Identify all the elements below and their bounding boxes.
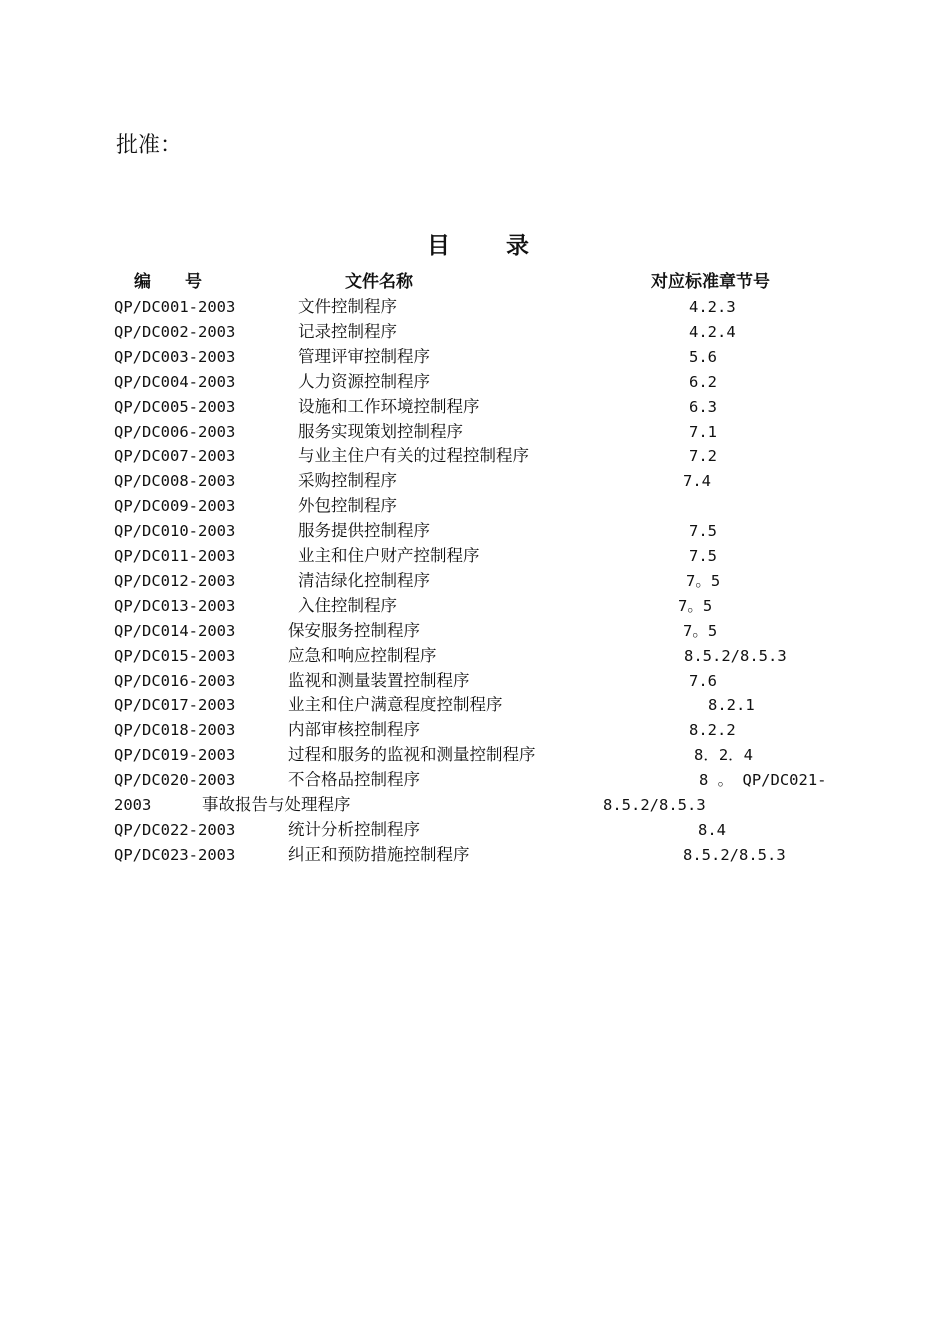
doc-code: QP/DC018-2003 (114, 721, 236, 740)
toc-row (0, 619, 950, 644)
standard-section: 7.5 (689, 547, 717, 565)
header-section: 对应标准章节号 (651, 272, 770, 292)
standard-section: 8.5.2/8.5.3 (684, 646, 787, 665)
standard-section: 8.5.2/8.5.3 (603, 796, 706, 814)
doc-code: QP/DC001-2003 (114, 298, 236, 316)
standard-section: 7.2 (689, 447, 717, 466)
doc-name: 清洁绿化控制程序 (298, 570, 430, 590)
doc-code: QP/DC019-2003 (114, 746, 236, 765)
doc-name: 统计分析控制程序 (288, 819, 420, 839)
doc-name: 业主和住户财产控制程序 (298, 546, 480, 565)
toc-row (0, 494, 950, 519)
approval-label: 批准： (116, 133, 183, 158)
doc-name: 文件控制程序 (298, 297, 397, 316)
doc-code: QP/DC020-2003 (114, 771, 236, 790)
toc-row (0, 469, 950, 494)
header-number: 编 号 (134, 272, 202, 292)
toc-title (427, 230, 529, 262)
toc-row (0, 693, 950, 718)
standard-section: 7.5 (689, 522, 717, 541)
standard-section: 7。5 (683, 621, 718, 640)
standard-section: 6.2 (689, 372, 717, 391)
toc-row (0, 420, 950, 445)
standard-section: 8.5.2/8.5.3 (683, 845, 786, 864)
doc-code: QP/DC002-2003 (114, 322, 236, 341)
doc-name: 应急和响应控制程序 (288, 645, 437, 665)
doc-name: 不合格品控制程序 (288, 770, 420, 790)
doc-code: QP/DC009-2003 (114, 497, 236, 516)
toc-row (0, 644, 950, 669)
standard-section: 6.3 (689, 397, 717, 416)
toc-row (0, 768, 950, 793)
toc-row (0, 320, 950, 345)
doc-name: 业主和住户满意程度控制程序 (288, 695, 503, 715)
standard-section: 7。5 (678, 596, 713, 615)
toc-title-char-2: 录 (506, 233, 529, 259)
standard-section: 8.2.1 (708, 696, 755, 715)
doc-code: QP/DC013-2003 (114, 596, 236, 615)
doc-name: 人力资源控制程序 (298, 371, 430, 391)
toc-row (0, 544, 950, 569)
toc-row (0, 370, 950, 395)
doc-code: QP/DC004-2003 (114, 372, 236, 391)
doc-name: 保安服务控制程序 (288, 620, 420, 640)
doc-code: QP/DC011-2003 (114, 547, 236, 565)
doc-name: 设施和工作环境控制程序 (298, 396, 480, 416)
doc-name: 过程和服务的监视和测量控制程序 (288, 745, 536, 765)
doc-name: 外包控制程序 (298, 496, 397, 516)
doc-code: QP/DC008-2003 (114, 472, 236, 491)
toc-row (0, 345, 950, 370)
toc-row (0, 594, 950, 619)
doc-code: QP/DC015-2003 (114, 646, 236, 665)
doc-code: QP/DC003-2003 (114, 347, 236, 366)
standard-section: 5.6 (689, 347, 717, 366)
standard-section: 8.4 (698, 820, 726, 839)
doc-code: QP/DC016-2003 (114, 671, 236, 690)
doc-code: QP/DC017-2003 (114, 696, 236, 715)
doc-name: 入住控制程序 (298, 595, 397, 615)
standard-section: 7.1 (689, 422, 717, 441)
standard-section: 8 。 QP/DC021- (699, 771, 827, 790)
doc-code: QP/DC005-2003 (114, 397, 236, 416)
header-name: 文件名称 (345, 272, 413, 292)
doc-name: 服务提供控制程序 (298, 521, 430, 541)
doc-code: QP/DC023-2003 (114, 845, 236, 864)
doc-code: QP/DC007-2003 (114, 447, 236, 466)
standard-section: 8．2．4 (694, 746, 753, 765)
standard-section: 7.4 (683, 472, 711, 491)
doc-name: 监视和测量装置控制程序 (288, 670, 470, 690)
doc-code: QP/DC022-2003 (114, 820, 236, 839)
doc-name: 记录控制程序 (298, 321, 397, 341)
doc-name: 服务实现策划控制程序 (298, 421, 463, 441)
toc-row (0, 718, 950, 743)
doc-code: 2003 (114, 796, 152, 814)
toc-title-char-1: 目 (427, 233, 450, 259)
toc-row (0, 669, 950, 694)
toc-row (0, 395, 950, 420)
doc-name: 纠正和预防措施控制程序 (288, 844, 470, 864)
doc-code: QP/DC010-2003 (114, 522, 236, 541)
standard-section: 4.2.3 (689, 298, 736, 316)
toc-row (0, 444, 950, 469)
toc-row (0, 843, 950, 868)
doc-code: QP/DC014-2003 (114, 621, 236, 640)
toc-row (0, 569, 950, 594)
toc-row (0, 295, 950, 320)
doc-name: 内部审核控制程序 (288, 720, 420, 740)
standard-section: 4.2.4 (689, 322, 736, 341)
doc-name: 采购控制程序 (298, 471, 397, 491)
standard-section: 8.2.2 (689, 721, 736, 740)
doc-name: 管理评审控制程序 (298, 346, 430, 366)
doc-code: QP/DC012-2003 (114, 571, 236, 590)
doc-name: 事故报告与处理程序 (202, 795, 351, 814)
toc-row (0, 519, 950, 544)
standard-section: 7.6 (689, 671, 717, 690)
standard-section: 7。5 (686, 571, 721, 590)
doc-code: QP/DC006-2003 (114, 422, 236, 441)
toc-row (0, 818, 950, 843)
toc-row (0, 793, 950, 818)
doc-name: 与业主住户有关的过程控制程序 (298, 446, 529, 466)
toc-row (0, 743, 950, 768)
